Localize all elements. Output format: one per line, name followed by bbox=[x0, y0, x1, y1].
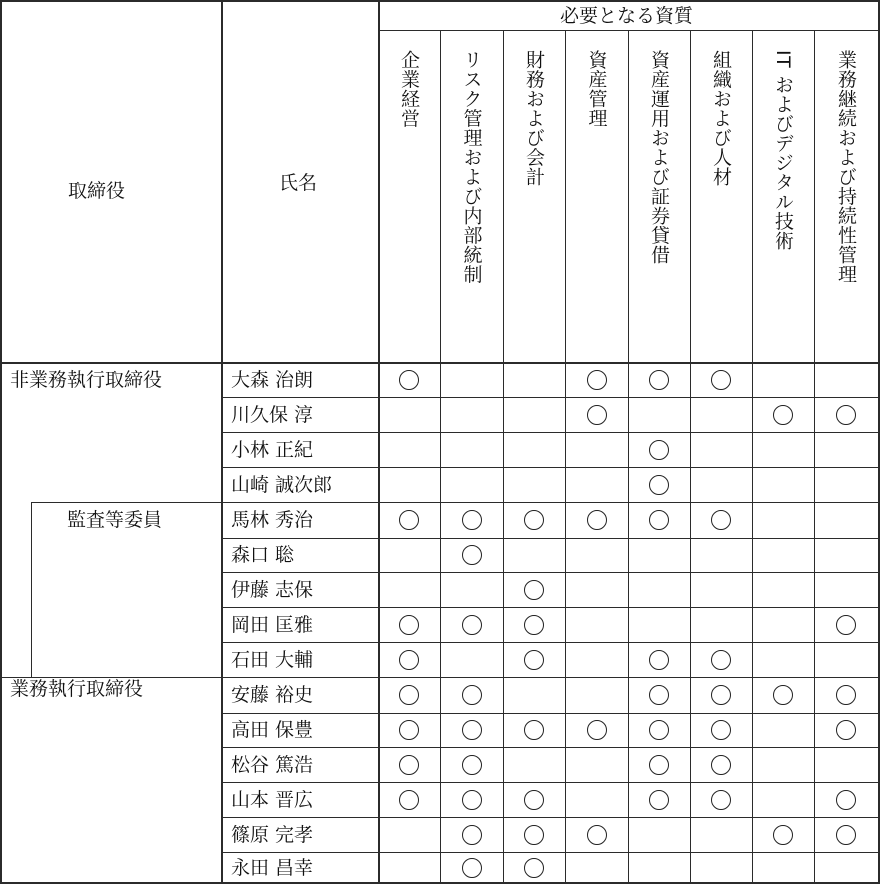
director-name: 石田 大輔 bbox=[231, 648, 314, 671]
qualification-header: 資産運用および証券貸借 bbox=[648, 50, 670, 265]
divider-qualification-column bbox=[565, 30, 566, 884]
group-non-executive-label: 非業務執行取締役 bbox=[10, 369, 163, 391]
qualification-circle-mark bbox=[773, 825, 793, 845]
qualification-header: リスク管理および内部統制 bbox=[460, 50, 483, 284]
qualification-circle-mark bbox=[711, 510, 731, 530]
qualification-circle-mark bbox=[524, 510, 544, 530]
qualification-header: 企業経営 bbox=[398, 50, 420, 128]
audit-committee-bracket bbox=[31, 502, 32, 677]
qualification-circle-mark bbox=[649, 720, 669, 740]
header-name: 氏名 bbox=[279, 172, 318, 194]
qualification-circle-mark bbox=[524, 580, 544, 600]
director-name: 永田 昌幸 bbox=[231, 857, 314, 879]
divider-qualification-column bbox=[752, 30, 753, 884]
qualification-circle-mark bbox=[462, 755, 482, 775]
qualification-circle-mark bbox=[399, 370, 419, 390]
divider-qualifications-header bbox=[378, 30, 878, 31]
qualification-circle-mark bbox=[711, 650, 731, 670]
qualification-circle-mark bbox=[399, 615, 419, 635]
qualification-circle-mark bbox=[836, 790, 856, 810]
divider-row bbox=[221, 538, 880, 539]
qualification-circle-mark bbox=[524, 858, 544, 878]
qualification-header: IT およびデジタル技術 bbox=[772, 50, 794, 251]
qualification-circle-mark bbox=[649, 370, 669, 390]
qualification-circle-mark bbox=[524, 720, 544, 740]
divider-row bbox=[221, 713, 880, 714]
qualification-circle-mark bbox=[399, 685, 419, 705]
divider-row bbox=[221, 747, 880, 748]
qualification-circle-mark bbox=[773, 685, 793, 705]
table-border-left bbox=[0, 0, 2, 884]
header-role: 取締役 bbox=[68, 180, 126, 202]
qualification-circle-mark bbox=[711, 790, 731, 810]
divider-qualification-column bbox=[503, 30, 504, 884]
qualification-circle-mark bbox=[836, 405, 856, 425]
qualification-header: 業務継続および持続性管理 bbox=[835, 50, 857, 284]
qualification-circle-mark bbox=[587, 720, 607, 740]
director-name: 大森 治朗 bbox=[231, 368, 314, 391]
divider-row bbox=[221, 397, 880, 398]
qualification-circle-mark bbox=[524, 825, 544, 845]
qualification-circle-mark bbox=[462, 545, 482, 565]
divider-row bbox=[221, 607, 880, 608]
divider-qualification-column bbox=[628, 30, 629, 884]
divider-row bbox=[0, 677, 880, 678]
divider-row bbox=[221, 467, 880, 468]
divider-row bbox=[221, 642, 880, 643]
qualification-circle-mark bbox=[649, 475, 669, 495]
group-executive-label: 業務執行取締役 bbox=[10, 678, 144, 700]
director-name: 川久保 淳 bbox=[231, 403, 314, 426]
qualification-header: 組織および人材 bbox=[710, 50, 732, 187]
divider-row bbox=[31, 502, 880, 503]
qualification-circle-mark bbox=[524, 650, 544, 670]
director-name: 森口 聡 bbox=[231, 544, 295, 566]
divider-name-qualifications bbox=[378, 0, 380, 884]
qualification-circle-mark bbox=[587, 370, 607, 390]
director-name: 山崎 誠次郎 bbox=[231, 473, 333, 496]
qualification-circle-mark bbox=[462, 685, 482, 705]
director-name: 伊藤 志保 bbox=[231, 578, 314, 601]
qualification-circle-mark bbox=[524, 615, 544, 635]
divider-qualification-column bbox=[440, 30, 441, 884]
qualification-circle-mark bbox=[649, 650, 669, 670]
qualification-circle-mark bbox=[773, 405, 793, 425]
director-name: 安藤 裕史 bbox=[231, 684, 314, 706]
qualification-circle-mark bbox=[462, 825, 482, 845]
director-name: 小林 正紀 bbox=[231, 438, 314, 461]
director-name: 岡田 匡雅 bbox=[231, 613, 314, 636]
qualification-circle-mark bbox=[399, 790, 419, 810]
qualification-circle-mark bbox=[399, 755, 419, 775]
qualification-circle-mark bbox=[399, 720, 419, 740]
qualification-circle-mark bbox=[462, 720, 482, 740]
qualification-circle-mark bbox=[649, 510, 669, 530]
qualification-circle-mark bbox=[649, 755, 669, 775]
divider-qualification-column bbox=[814, 30, 815, 884]
qualification-circle-mark bbox=[649, 440, 669, 460]
qualification-circle-mark bbox=[711, 720, 731, 740]
qualification-circle-mark bbox=[399, 510, 419, 530]
table-border-top bbox=[0, 0, 880, 2]
qualification-circle-mark bbox=[587, 825, 607, 845]
divider-header-body bbox=[0, 362, 880, 364]
qualification-circle-mark bbox=[587, 510, 607, 530]
qualification-circle-mark bbox=[836, 615, 856, 635]
qualification-circle-mark bbox=[462, 510, 482, 530]
director-name: 高田 保豊 bbox=[231, 719, 314, 741]
header-qualifications: 必要となる資質 bbox=[560, 5, 694, 27]
qualification-circle-mark bbox=[836, 685, 856, 705]
qualification-header: 資産管理 bbox=[585, 50, 608, 128]
qualification-circle-mark bbox=[462, 615, 482, 635]
qualification-circle-mark bbox=[587, 405, 607, 425]
divider-row bbox=[221, 852, 880, 853]
qualification-circle-mark bbox=[711, 755, 731, 775]
divider-role-name bbox=[221, 0, 223, 884]
director-name: 馬林 秀治 bbox=[231, 509, 314, 531]
qualification-circle-mark bbox=[649, 790, 669, 810]
qualification-circle-mark bbox=[462, 790, 482, 810]
qualification-circle-mark bbox=[462, 858, 482, 878]
group-audit-committee-label: 監査等委員 bbox=[67, 509, 163, 531]
qualification-circle-mark bbox=[711, 685, 731, 705]
qualification-circle-mark bbox=[836, 720, 856, 740]
director-name: 篠原 完孝 bbox=[231, 823, 314, 846]
qualification-circle-mark bbox=[836, 825, 856, 845]
director-name: 山本 晋広 bbox=[231, 788, 314, 811]
divider-row bbox=[221, 572, 880, 573]
divider-row bbox=[221, 817, 880, 818]
qualification-circle-mark bbox=[711, 370, 731, 390]
qualification-circle-mark bbox=[649, 685, 669, 705]
director-name: 松谷 篤浩 bbox=[231, 753, 314, 776]
qualification-header: 財務および会計 bbox=[523, 50, 545, 187]
table-border-right bbox=[878, 0, 880, 884]
qualification-circle-mark bbox=[399, 650, 419, 670]
divider-row bbox=[221, 782, 880, 783]
divider-row bbox=[221, 432, 880, 433]
divider-qualification-column bbox=[690, 30, 691, 884]
qualification-circle-mark bbox=[524, 790, 544, 810]
